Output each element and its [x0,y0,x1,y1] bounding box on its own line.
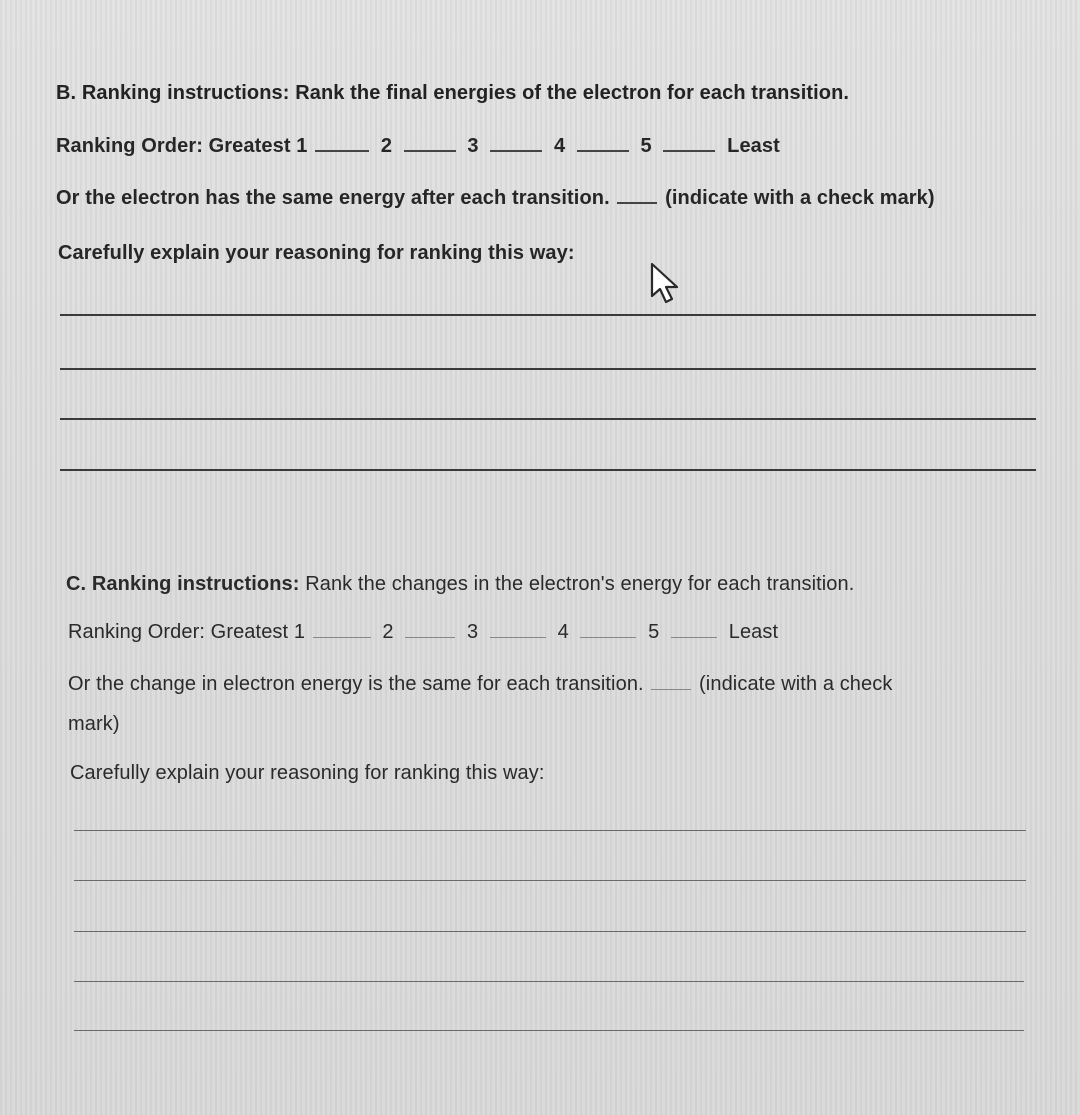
section-c-rank-2-blank[interactable] [405,635,455,638]
section-b-answer-line-1[interactable] [60,314,1036,316]
section-b-rank-2-blank[interactable] [404,148,456,152]
section-b-rank-3-blank[interactable] [490,148,542,152]
section-b-ranking-order [56,135,784,158]
section-c-rank-3-label: 3 [466,621,479,643]
section-c-rank-1-blank[interactable] [313,635,371,638]
section-b-heading-text: Rank the final energies of the electron for each transition. [289,82,850,104]
section-b-answer-line-3[interactable] [60,418,1036,420]
section-c-rank-5-label: 5 [648,621,660,643]
section-b-rank-4-blank[interactable] [577,148,629,152]
section-c-ranking-order [68,621,782,644]
section-b-same-energy [56,187,935,210]
section-b-check-blank[interactable] [617,200,657,204]
section-c-answer-line-1[interactable] [74,830,1026,831]
section-b-rank-2-label: 2 [380,135,393,157]
section-c-answer-line-5[interactable] [74,1030,1024,1031]
section-b-answer-line-2[interactable] [60,368,1036,370]
section-c-rank-4-blank[interactable] [580,635,636,638]
section-c-rank-3-blank[interactable] [490,635,546,638]
section-c-check-blank[interactable] [651,687,691,690]
section-c-same-text: Or the change in electron energy is the same for each transition. [68,673,644,695]
mouse-pointer-icon [648,262,682,308]
section-b-same-hint: (indicate with a check mark) [665,187,935,209]
section-c-heading-label: C. Ranking instructions: [66,573,300,595]
section-b-ranking-prefix: Ranking Order: Greatest 1 [56,135,308,157]
section-c-rank-2-label: 2 [382,621,394,643]
section-c-rank-5-blank[interactable] [671,635,717,638]
section-c-same-hint-cont: mark) [68,713,120,735]
section-c-ranking-prefix: Ranking Order: Greatest 1 [68,621,306,643]
section-b-rank-4-label: 4 [553,135,566,157]
section-b-heading [56,82,849,105]
section-b-explain-prompt: Carefully explain your reasoning for ranking this way: [58,242,575,264]
section-b-least-label: Least [727,135,780,157]
section-b-rank-5-blank[interactable] [663,148,715,152]
section-c-least-label: Least [728,621,779,643]
section-c-answer-line-2[interactable] [74,880,1026,881]
section-c-rank-4-label: 4 [557,621,569,643]
section-b-rank-5-label: 5 [640,135,652,157]
section-c-same-hint: (indicate with a check [699,673,893,695]
section-b-answer-line-4[interactable] [60,469,1036,471]
section-c-heading [66,573,854,596]
section-b-rank-3-label: 3 [467,135,479,157]
section-b-rank-1-blank[interactable] [315,148,369,152]
section-c-answer-line-4[interactable] [74,981,1024,982]
section-c-explain-prompt: Carefully explain your reasoning for ranking this way: [70,762,545,784]
section-b-heading-label: B. Ranking instructions: [56,82,290,104]
section-c-heading-text: Rank the changes in the electron's energy for each transition. [299,573,855,595]
section-c-same-change [68,673,892,696]
section-c-answer-line-3[interactable] [74,931,1026,932]
section-b-same-text: Or the electron has the same energy after each transition. [56,187,610,209]
